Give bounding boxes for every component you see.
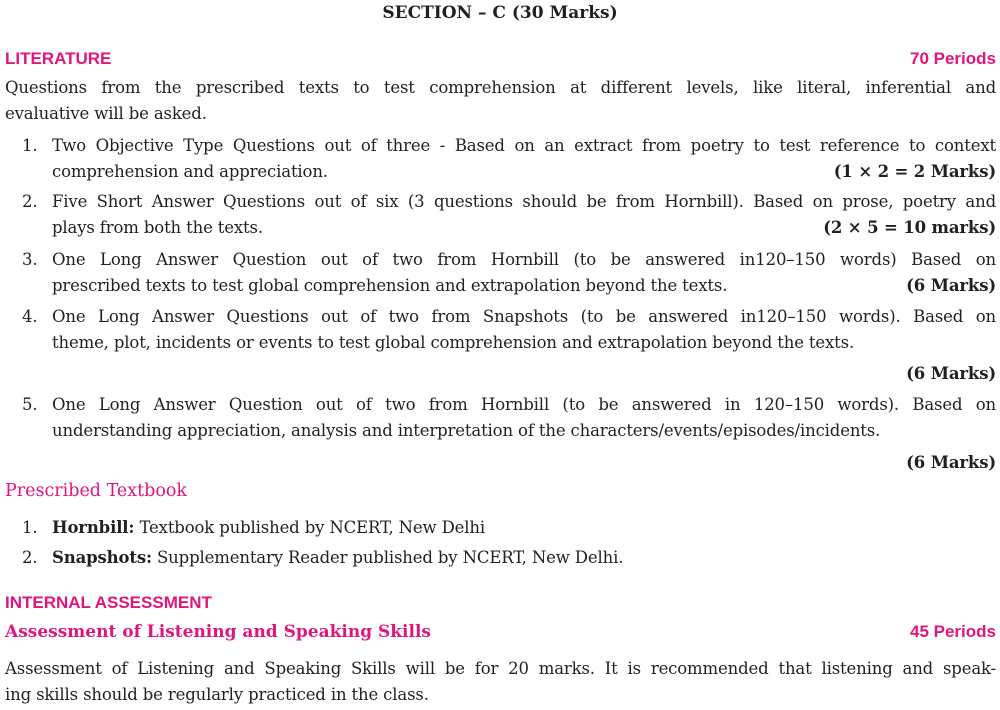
list-item-number: 1. bbox=[22, 136, 38, 155]
list-item-text: One Long Answer Question out of two from Hornbill (to be answered in120–150 words) Based on bbox=[52, 250, 996, 269]
literature-heading: LITERATURE bbox=[5, 49, 112, 68]
list-item-text: One Long Answer Questions out of two from Snapshots (to be answered in120–150 words). Based on bbox=[52, 307, 996, 326]
textbook-title: Snapshots: bbox=[52, 548, 152, 567]
marks-label: (6 Marks) bbox=[906, 276, 996, 295]
textbook-title: Hornbill: bbox=[52, 518, 135, 537]
section-title: SECTION – C (30 Marks) bbox=[382, 3, 618, 23]
textbook-item bbox=[52, 548, 623, 567]
marks-label: (6 Marks) bbox=[906, 453, 996, 472]
literature-intro-line1: Questions from the prescribed texts to test comprehension at different levels, like literal, inferential and bbox=[5, 78, 996, 97]
internal-line1: Assessment of Listening and Speaking Skills will be for 20 marks. It is recommended that listening and speak- bbox=[5, 659, 996, 678]
internal-line2: ing skills should be regularly practiced in the class. bbox=[5, 685, 429, 704]
internal-assessment-heading: INTERNAL ASSESSMENT bbox=[5, 593, 212, 612]
textbook-heading: Prescribed Textbook bbox=[5, 481, 188, 501]
list-item-number: 5. bbox=[22, 395, 38, 414]
marks-label: (6 Marks) bbox=[906, 364, 996, 383]
list-item-number: 1. bbox=[22, 518, 38, 537]
list-item-number: 4. bbox=[22, 307, 38, 326]
listening-speaking-heading: Assessment of Listening and Speaking Skills bbox=[5, 622, 432, 642]
list-item-text: One Long Answer Question out of two from Hornbill (to be answered in 120–150 words). Based on bbox=[52, 395, 996, 414]
list-item-text: comprehension and appreciation. bbox=[52, 162, 328, 181]
list-item-text: understanding appreciation, analysis and interpretation of the characters/events/episodes/incidents. bbox=[52, 421, 881, 440]
list-item-text: Five Short Answer Questions out of six (3 questions should be from Hornbill). Based on prose, poetry and bbox=[52, 192, 996, 211]
internal-periods: 45 Periods bbox=[910, 622, 996, 641]
list-item-text: theme, plot, incidents or events to test global comprehension and extrapolation beyond the texts. bbox=[52, 333, 855, 352]
marks-label: (2 × 5 = 10 marks) bbox=[823, 218, 996, 237]
textbook-desc: Textbook published by NCERT, New Delhi bbox=[134, 518, 486, 537]
literature-intro-line2: evaluative will be asked. bbox=[5, 104, 207, 123]
list-item-number: 2. bbox=[22, 548, 38, 567]
literature-periods: 70 Periods bbox=[910, 49, 996, 68]
list-item-number: 3. bbox=[22, 250, 38, 269]
textbook-item bbox=[52, 518, 485, 537]
textbook-desc: Supplementary Reader published by NCERT, New Delhi. bbox=[151, 548, 624, 567]
list-item-text: prescribed texts to test global comprehension and extrapolation beyond the texts. bbox=[52, 276, 728, 295]
list-item-number: 2. bbox=[22, 192, 38, 211]
list-item-text: Two Objective Type Questions out of three - Based on an extract from poetry to test reference to context bbox=[52, 136, 996, 155]
marks-label: (1 × 2 = 2 Marks) bbox=[833, 162, 996, 181]
list-item-text: plays from both the texts. bbox=[52, 218, 263, 237]
